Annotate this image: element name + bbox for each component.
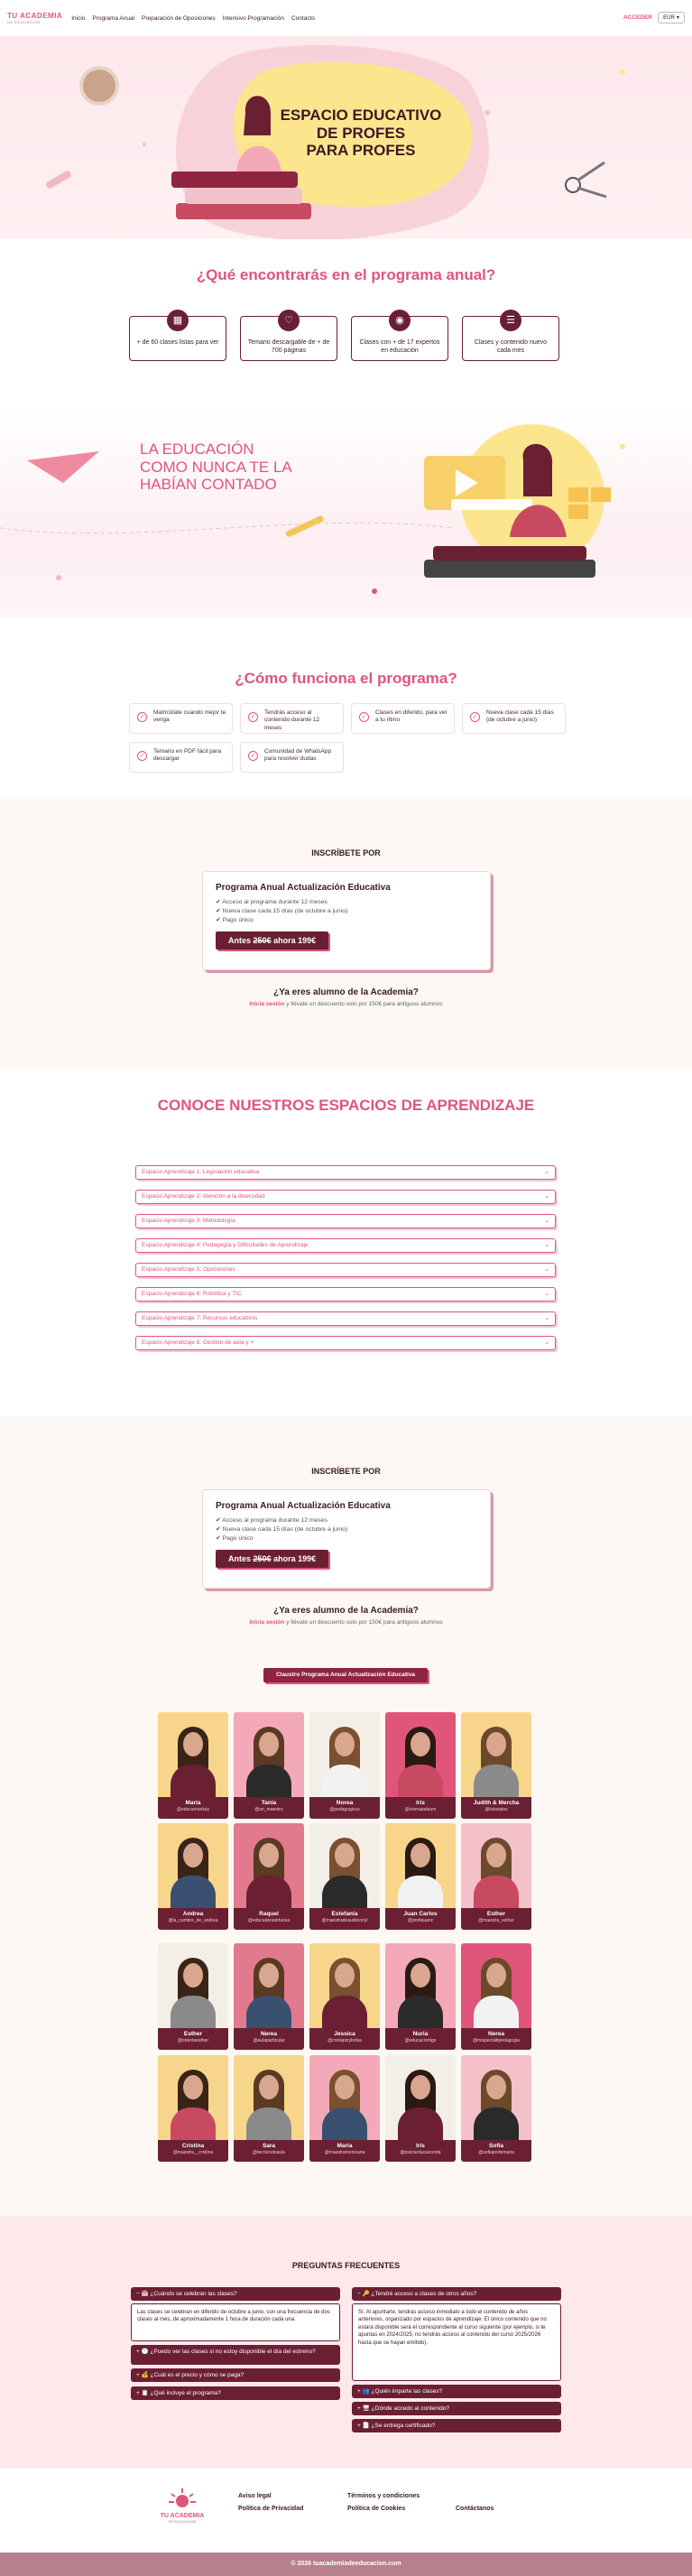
space-accordion[interactable]: Espacio Aprendizaje 1: Legislación educativa ⌄ (135, 1165, 556, 1180)
faq-title: PREGUNTAS FRECUENTES (291, 2261, 401, 2270)
teacher-photo (461, 1943, 531, 2028)
footer-aviso-legal[interactable]: Aviso legal (238, 2493, 272, 2499)
faq-question[interactable]: + 📋 ¿Qué incluye el programa? (131, 2386, 340, 2400)
chevron-down-icon: ▾ (676, 15, 679, 21)
footer-terminos[interactable]: Términos y condiciones (347, 2493, 420, 2499)
acceder-link[interactable]: ACCEDER (623, 14, 652, 21)
nav-inicio[interactable]: Inicio (71, 14, 86, 22)
feature-card-text: Clases con + de 17 expertos en educación (359, 339, 440, 355)
banner-line3: HABÍAN CONTADO (140, 476, 277, 494)
how-item (462, 703, 566, 734)
hero-title (271, 107, 451, 160)
teacher-caption (309, 2140, 380, 2162)
feature-card-text: Temario descargable de + de 700 páginas (247, 339, 330, 355)
teacher-name: Esther (183, 2031, 203, 2037)
teacher-card (158, 1712, 228, 1819)
teacher-photo (234, 1943, 304, 2028)
teacher-caption (234, 2140, 304, 2162)
program-title: ¿Qué encontrarás en el programa anual? (196, 266, 496, 283)
feature-card-temario (240, 316, 337, 361)
teacher-handle: @educadoravirtuosa (247, 1917, 291, 1923)
login-link[interactable]: Inicia sesión (249, 1619, 285, 1626)
space-accordion[interactable]: Espacio Aprendizaje 6: Robótica y TIC ⌄ (135, 1287, 556, 1302)
teacher-photo (234, 2055, 304, 2140)
teacher-card (385, 1712, 456, 1819)
feature-card-expertos (351, 316, 448, 361)
expert-icon: ◉ (389, 310, 411, 331)
teacher-card (309, 1823, 380, 1930)
teacher-caption (385, 2028, 456, 2050)
teacher-card (234, 1943, 304, 2050)
faq-question[interactable]: − 🔑 ¿Tendré acceso a clases de otros años? (352, 2287, 561, 2301)
teacher-caption (234, 1908, 304, 1930)
sun-logo-icon (166, 2487, 198, 2508)
teacher-caption (385, 1908, 456, 1930)
teacher-card (234, 1823, 304, 1930)
faq-answer: Las clases se celebran en diferido de octubre a junio, con una frecuencia de dos clases al mes, de aproximadamente 1 hora de duración cada una. (131, 2303, 340, 2341)
chevron-down-icon: ⌄ (544, 1291, 549, 1297)
teacher-handle: @aulaparticular (253, 2037, 285, 2043)
how-item (129, 703, 233, 734)
price-feature: ✔ Nueva clase cada 15 días (de octubre a junio) (216, 907, 348, 914)
teacher-caption (158, 2028, 228, 2050)
teacher-photo (309, 1712, 380, 1797)
teacher-photo (309, 1943, 380, 2028)
teacher-photo (461, 1712, 531, 1797)
check-icon: ✓ (137, 712, 147, 722)
book-stack (424, 560, 595, 578)
faq-question[interactable]: + 📄 ¿Se entrega certificado? (352, 2419, 561, 2432)
logo-line2: DE EDUCACIÓN (7, 19, 41, 24)
alumno-sub: Inicia sesión y llévate un descuento solo por 150€ para antiguos alumnos (249, 1001, 443, 1007)
teacher-handle: @maestramonicaria (324, 2149, 365, 2155)
enroll-heading: INSCRÍBETE POR (311, 848, 381, 857)
price-card (202, 871, 491, 970)
space-accordion[interactable]: Espacio Aprendizaje 7: Recursos educativos ⌄ (135, 1311, 556, 1326)
chevron-down-icon: ⌄ (544, 1266, 549, 1273)
hero-title-line2: DE PROFES (316, 124, 406, 142)
hero-section (0, 36, 692, 239)
faq-question[interactable]: + 🖥 ¿Dónde accedo al contenido? (352, 2402, 561, 2415)
teacher-photo (309, 2055, 380, 2140)
teacher-handle: @profejuanc (407, 1917, 434, 1923)
copyright: © 2026 tuacademiadeeducacion.com (0, 2553, 692, 2576)
faq-question[interactable]: − 📅 ¿Cuándo se celebran las clases? (131, 2287, 340, 2301)
footer (0, 2469, 692, 2553)
teacher-name: Cristina (181, 2143, 205, 2149)
teacher-caption (158, 1908, 228, 1930)
teacher-name: Jessica (334, 2031, 355, 2037)
faq-question[interactable]: + 🕐 ¿Puedo ver las clases si no estoy disponible el día del estreno? (131, 2345, 340, 2365)
how-item-text: Comunidad de WhatsApp para resolver dudas (264, 748, 332, 763)
book-stack (176, 203, 311, 219)
list-icon: ☰ (500, 310, 521, 331)
alumno-sub: Inicia sesión y llévate un descuento solo por 150€ para antiguos alumnos (249, 1619, 443, 1626)
heart-icon: ♡ (278, 310, 300, 331)
teacher-handle: @educamonkey (176, 1806, 210, 1812)
teacher-photo (158, 1943, 228, 2028)
teacher-card (234, 2055, 304, 2162)
teacher-photo (158, 1712, 228, 1797)
teacher-card (158, 2055, 228, 2162)
logo-line1: TU ACADEMIA (7, 11, 63, 20)
teacher-photo (461, 1823, 531, 1908)
space-accordion[interactable]: Espacio Aprendizaje 2: Atención a la diversidad ⌄ (135, 1190, 556, 1204)
teacher-name: Iris (416, 1800, 425, 1806)
teacher-photo (461, 2055, 531, 2140)
how-item (351, 703, 455, 734)
space-accordion[interactable]: Espacio Aprendizaje 8: Gestión de aula y + ⌄ (135, 1336, 556, 1350)
check-icon: ✓ (248, 712, 258, 722)
teacher-name: Iris (416, 2143, 425, 2149)
footer-logo[interactable] (155, 2487, 209, 2524)
pencil-icon (285, 515, 325, 538)
program-name: Programa Anual Actualización Educativa (216, 883, 391, 893)
top-nav (0, 0, 692, 36)
feature-card-text: + de 60 clases listas para ver (136, 339, 219, 346)
faq-question[interactable]: + 👥 ¿Quién imparte las clases? (352, 2385, 561, 2398)
teacher-handle: @psicoeducacionda (400, 2149, 441, 2155)
teacher-caption (158, 1797, 228, 1819)
teacher-handle: @sofiaprofemaria (478, 2149, 514, 2155)
banner-illustration (0, 411, 692, 618)
teacher-handle: @maestradeaudicionyl (321, 1917, 368, 1923)
teacher-caption (461, 1908, 531, 1930)
teacher-name: Sara (262, 2143, 276, 2149)
footer-logo-line1: TU ACADEMIA (160, 2513, 205, 2519)
teacher-caption (234, 2028, 304, 2050)
teacher-photo (385, 1823, 456, 1908)
alumno-block (0, 1606, 692, 1626)
teacher-card (309, 1712, 380, 1819)
buy-button[interactable]: Antes 250€ ahora 199€ (216, 1550, 328, 1568)
teacher-caption (461, 1797, 531, 1819)
teacher-card (461, 1823, 531, 1930)
currency-select[interactable] (658, 12, 685, 23)
alumno-question: ¿Ya eres alumno de la Academia? (273, 1606, 419, 1616)
claustro-button[interactable]: Claustro Programa Anual Actualización Educativa (263, 1668, 428, 1682)
hero-title-line1: ESPACIO EDUCATIVO (280, 107, 442, 124)
banner-line2: COMO NUNCA TE LA (140, 458, 292, 476)
currency-value: EUR (663, 14, 675, 21)
faq-question[interactable]: + 💰 ¿Cuál es el precio y cómo se paga? (131, 2368, 340, 2382)
teacher-handle: @conlapizybolsa (328, 2037, 362, 2043)
teacher-card (461, 2055, 531, 2162)
teacher-photo (309, 1823, 380, 1908)
nav-programa-anual[interactable]: Programa Anual (92, 14, 135, 22)
nav-intensivo[interactable]: Intensivo Programación (222, 14, 284, 22)
teacher-photo (385, 1943, 456, 2028)
price-feature: ✔ Acceso al programa durante 12 meses (216, 899, 328, 905)
teacher-name: Esther (486, 1911, 506, 1917)
price-feature: ✔ Nueva clase cada 15 días (de octubre a junio) (216, 1525, 348, 1533)
check-icon: ✓ (248, 751, 258, 761)
teacher-card (385, 2055, 456, 2162)
how-item-text: Tendrás acceso al contenido durante 12 meses (264, 709, 320, 731)
teacher-photo (158, 2055, 228, 2140)
teacher-caption (385, 1797, 456, 1819)
teacher-caption (461, 2140, 531, 2162)
hero-title-line3: PARA PROFES (306, 142, 416, 160)
teacher-name: María (185, 1800, 201, 1806)
login-link[interactable]: Inicia sesión (249, 1001, 285, 1007)
calendar-icon: ▦ (167, 310, 189, 331)
how-item-text: Matricúlate cuando mejor te venga (153, 709, 226, 724)
faq-section (0, 2216, 692, 2469)
teacher-card (385, 1823, 456, 1930)
teacher-photo (234, 1823, 304, 1908)
faq-answer: Sí. Al apuntarte, tendrás acceso inmediato a todo el contenido de años anteriores, organizado por espacios de aprendizaje. El único contenido que no estará disponible será el correspondiente al curso siguiente (por ejemplo, si te apuntas en 2024/2025, no tendrás acceso al contenido del curso 2025/2026 hasta que se hayan emitido). (352, 2303, 561, 2381)
teacher-handle: @un_maestro (254, 1806, 283, 1812)
chevron-down-icon: ⌄ (544, 1169, 549, 1175)
feature-card-text: Clases y contenido nuevo cada mes (474, 339, 548, 355)
how-item (240, 703, 344, 734)
banner-line1: LA EDUCACIÓN (140, 440, 254, 458)
teacher-name: Sofía (489, 2143, 503, 2149)
chevron-down-icon: ⌄ (544, 1218, 549, 1224)
teacher-caption (385, 2140, 456, 2162)
eraser-icon (45, 170, 72, 190)
how-item (240, 742, 344, 773)
program-name: Programa Anual Actualización Educativa (216, 1501, 391, 1511)
teacher-caption (158, 2140, 228, 2162)
how-item-text: Temario en PDF fácil para descargar (153, 748, 222, 763)
teacher-handle: @educacontigo (404, 2037, 437, 2043)
teacher-caption (309, 2028, 380, 2050)
teacher-name: Raquel (259, 1911, 279, 1917)
teacher-handle: @tutoriales (484, 1806, 508, 1812)
price-feature: ✔ Acceso al programa durante 12 meses (216, 1517, 328, 1524)
teacher-name: Nerea (487, 2031, 505, 2037)
buy-button[interactable]: Antes 250€ ahora 199€ (216, 931, 328, 950)
price-feature: ✔ Pago único (216, 1534, 254, 1542)
alumno-block (0, 987, 692, 1007)
teacher-card (309, 1943, 380, 2050)
teacher-card (309, 2055, 380, 2162)
teacher-name: Tania (261, 1800, 277, 1806)
footer-cookies[interactable]: Política de Cookies (347, 2506, 406, 2512)
teacher-caption (461, 2028, 531, 2050)
footer-contactanos[interactable]: Contáctanos (456, 2506, 494, 2512)
teacher-card (158, 1823, 228, 1930)
footer-privacidad[interactable]: Política de Privacidad (238, 2506, 304, 2512)
teacher-handle: @la_cumbre_de_andrea (168, 1917, 218, 1923)
check-icon: ✓ (359, 712, 369, 722)
check-icon: ✓ (137, 751, 147, 761)
logo[interactable] (7, 13, 62, 24)
chevron-down-icon: ⌄ (544, 1315, 549, 1321)
teacher-photo (385, 1712, 456, 1797)
teacher-name: Juan Carlos (403, 1911, 438, 1917)
enroll-heading: INSCRÍBETE POR (311, 1467, 381, 1476)
space-accordion[interactable]: Espacio Aprendizaje 5: Oposiciones ⌄ (135, 1263, 556, 1277)
teacher-name: Estefanía (331, 1911, 358, 1917)
teacher-name: Andrea (182, 1911, 204, 1917)
paper-plane-icon (27, 451, 99, 483)
price-card (202, 1489, 491, 1589)
teacher-card (234, 1712, 304, 1819)
footer-logo-line2: DE EDUCACIÓN (168, 2519, 197, 2524)
teacher-caption (309, 1908, 380, 1930)
teacher-handle: @maestra_esther (478, 1917, 514, 1923)
how-item-text: Clases en diferido, para ver a tu ritmo (375, 709, 447, 724)
teacher-card (461, 1712, 531, 1819)
teacher-handle: @maestra__cristina (172, 2149, 214, 2155)
banner-title (140, 440, 292, 494)
check-icon: ✓ (470, 712, 480, 722)
teacher-photo (158, 1823, 228, 1908)
how-item-text: Nueva clase cada 15 días (de octubre a junio) (486, 709, 554, 724)
teacher-caption (234, 1797, 304, 1819)
feature-card-nuevo (462, 316, 559, 361)
teacher-handle: @orientaesther (177, 2037, 209, 2043)
teacher-name: Nuria (412, 2031, 429, 2037)
chevron-down-icon: ⌄ (544, 1242, 549, 1248)
how-title: ¿Cómo funciona el programa? (235, 670, 457, 687)
alumno-question: ¿Ya eres alumno de la Academia? (273, 987, 419, 997)
teacher-card (385, 1943, 456, 2050)
space-accordion[interactable]: Espacio Aprendizaje 3: Metodología ⌄ (135, 1214, 556, 1228)
teacher-name: María (337, 2143, 353, 2149)
teacher-photo (234, 1712, 304, 1797)
teacher-handle: @tecnicodeaula (253, 2149, 285, 2155)
nav-oposiciones[interactable]: Preparación de Oposiciones (142, 14, 216, 22)
teacher-photo (385, 2055, 456, 2140)
spaces-title: CONOCE NUESTROS ESPACIOS DE APRENDIZAJE (157, 1097, 535, 1114)
teacher-handle: @irismaiaduum (404, 1806, 437, 1812)
teacher-caption (309, 1797, 380, 1819)
chevron-down-icon: ⌄ (544, 1193, 549, 1200)
banner-section (0, 411, 692, 618)
nav-contacto[interactable]: Contacto (291, 14, 316, 22)
how-item (129, 742, 233, 773)
teacher-handle: @pedagogicus (329, 1806, 360, 1812)
teacher-card (158, 1943, 228, 2050)
teacher-name: Norea (336, 1800, 354, 1806)
teacher-name: Judith & Mercha (473, 1800, 520, 1806)
main-menu (71, 15, 315, 22)
feature-card-classes (129, 316, 226, 361)
chevron-down-icon: ⌄ (544, 1339, 549, 1346)
price-feature: ✔ Pago único (216, 916, 254, 923)
teacher-card (461, 1943, 531, 2050)
teacher-handle: @mispecialtipedagogia (473, 2037, 520, 2043)
space-accordion[interactable]: Espacio Aprendizaje 4: Pedagogía y Dificultades de Aprendizaje ⌄ (135, 1238, 556, 1253)
teacher-name: Nerea (260, 2031, 278, 2037)
